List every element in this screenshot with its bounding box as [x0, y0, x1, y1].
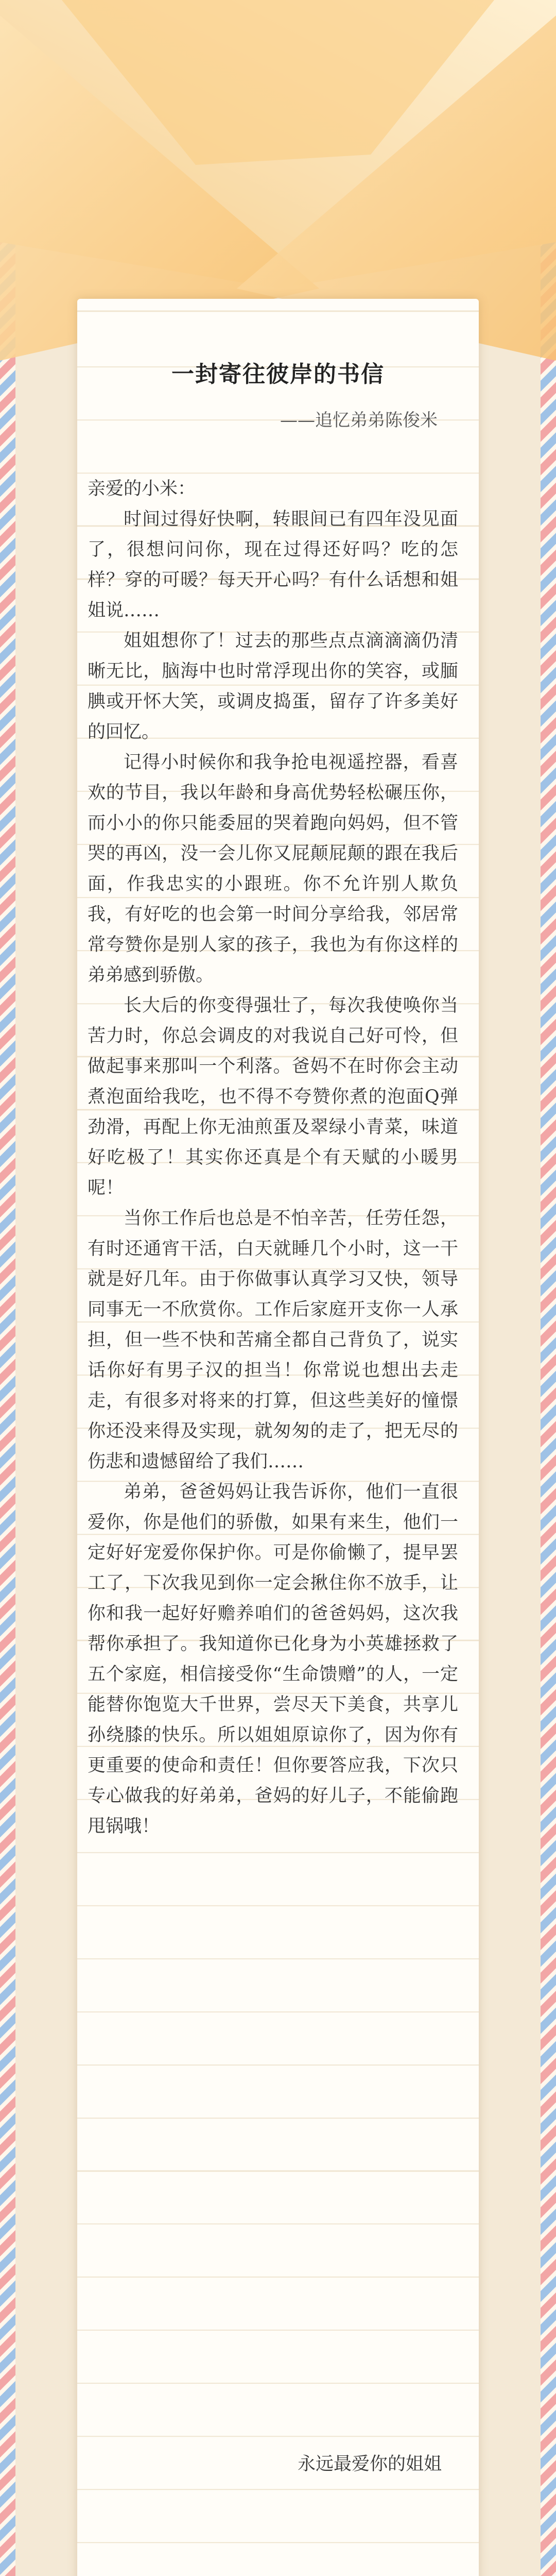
letter-paragraph: 时间过得好快啊，转眼间已有四年没见面了，很想问问你，现在过得还好吗？吃的怎样？穿的可暖？每天开心吗？有什么话想和姐姐说…… — [88, 509, 458, 621]
letter-paragraph: 当你工作后也总是不怕辛苦，任劳任怨，有时还通宵干活，白天就睡几个小时，这一干就是好几年。由于你做事认真学习又快，领导同事无一不欣赏你。工作后家庭开支你一人承担，但一些不快和苦痛全都自己背负了，说实话你好有男子汉的担当！你常说也想出去走走，有很多对将来的打算，但这些美好的憧憬你还没来得及实现，就匆匆的走了，把无尽的伤悲和遗憾留给了我们…… — [88, 1208, 458, 1472]
letter-title: 一封寄往彼岸的书信 — [171, 361, 385, 387]
letter-greeting: 亲爱的小米： — [88, 479, 196, 499]
letter-subtitle: ——追忆弟弟陈俊米 — [280, 410, 438, 431]
letter-paragraph: 姐姐想你了！过去的那些点点滴滴滴仍清晰无比，脑海中也时常浮现出你的笑容，或腼腆或开怀大笑，或调皮捣蛋，留存了许多美好的回忆。 — [88, 631, 458, 742]
letter-body — [88, 474, 458, 1842]
letter-signature: 永远最爱你的姐姐 — [297, 2454, 442, 2475]
letter-paragraph: 长大后的你变得强壮了，每次我使唤你当苦力时，你总会调皮的对我说自己好可怜，但做起事来那叫一个利落。爸妈不在时你会主动煮泡面给我吃，也不得不夸赞你煮的泡面Q弹劲滑，再配上你无油煎蛋及翠绿小青菜，味道好吃极了！其实你还真是个有天赋的小暖男呢！ — [88, 995, 458, 1198]
letter-paragraph: 弟弟，爸爸妈妈让我告诉你，他们一直很爱你，你是他们的骄傲，如果有来生，他们一定好好宠爱你保护你。可是你偷懒了，提早罢工了，下次我见到你一定会揪住你不放手，让你和我一起好好赡养咱们的爸爸妈妈，这次我帮你承担了。我知道你已化身为小英雄拯救了五个家庭，相信接受你“生命馈赠”的人，一定能替你饱览大千世界，尝尽天下美食，共享儿孙绕膝的快乐。所以姐姐原谅你了，因为你有更重要的使命和责任！但你要答应我，下次只专心做我的好弟弟，爸妈的好儿子，不能偷跑甩锅哦！ — [88, 1482, 458, 1837]
letter-paragraph: 记得小时候你和我争抢电视遥控器，看喜欢的节目，我以年龄和身高优势轻松碾压你，而小小的你只能委屈的哭着跑向妈妈，但不管哭的再凶，没一会儿你又屁颠屁颠的跟在我后面，作我忠实的小跟班。你不允许别人欺负我，有好吃的也会第一时间分享给我，邻居常常夸赞你是别人家的孩子，我也为有你这样的弟弟感到骄傲。 — [88, 752, 458, 986]
